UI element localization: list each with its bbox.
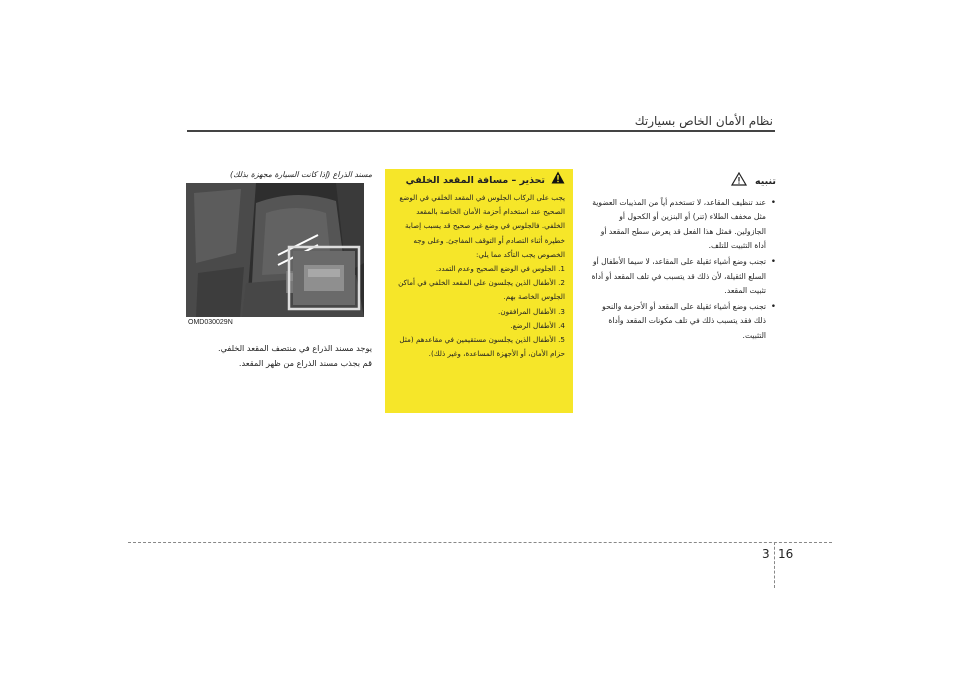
header-rule [187, 130, 775, 132]
notice-item: • تجنب وضع أشياء ثقيلة على المقاعد، لا سيما الأطفال أو السلع الثقيلة، لأن ذلك قد يتسبب في تلف المقعد أو أداة تثبيت المقعد. [590, 255, 776, 299]
warning-list [393, 262, 565, 361]
footer-vertical-divider [774, 542, 775, 588]
photo-description-line: يوجد مسند الذراع في منتصف المقعد الخلفي. [218, 343, 372, 353]
notice-item: • عند تنظيف المقاعد، لا تستخدم أياً من المذيبات العضوية مثل مخفف الطلاء (تنر) أو البنزين أو الكحول أو الجازولين. فمثل هذا الفعل قد يعرض سطح المقعد أو أداة التثبيت للتلف. [590, 196, 776, 254]
notice-title: تنبيه [755, 175, 776, 187]
warning-box [385, 169, 573, 413]
photo-caption: مسند الذراع (إذا كانت السيارة مجهزة بذلك) [230, 170, 372, 179]
warning-item: 1. الجلوس في الوضع الصحيح وعدم التمدد. [435, 264, 565, 274]
warning-intro: يجب على الركاب الجلوس في المقعد الخلفي في الوضع الصحيح عند استخدام أحزمة الأمان الخاصة بالمقعد الخلفي. فالجلوس في وضع غير صحيح قد يسبب إصابة خطيرة أثناء التصادم أو التوقف المفاجئ. وعلى وجه الخصوص يجب التأكد مما يلي: [399, 193, 565, 259]
footer-divider [128, 542, 832, 543]
warning-item: 5. الأطفال الذين يجلسون مستقيمين في مقاعدهم (مثل حزام الأمان، أو الأجهزة المساعدة، وغير ذلك). [399, 335, 565, 359]
notice-section [590, 172, 776, 345]
warning-header [393, 171, 565, 191]
notice-list [590, 196, 776, 344]
notice-item: • تجنب وضع أشياء ثقيلة على المقعد أو الأحزمة والنحو ذلك فقد يتسبب ذلك في تلف مكونات المقعد وأداة التثبيت. [590, 300, 776, 344]
rear-seat-armrest-photo [186, 183, 364, 317]
chapter-number: 3 [762, 547, 770, 561]
caution-triangle-icon [731, 172, 747, 192]
photo-description-line: قم بجذب مسند الذراع من ظهر المقعد. [238, 358, 372, 368]
warning-item: 3. الأطفال المرافقون. [498, 306, 565, 316]
warning-item: 2. الأطفال الذين يجلسون على المقعد الخلفي في أماكن الجلوس الخاصة بهم. [398, 278, 565, 302]
warning-item: 4. الأطفال الرضع. [510, 320, 565, 330]
photo-description [186, 341, 372, 371]
page-header-title: نظام الأمان الخاص بسيارتك [634, 114, 773, 128]
warning-title: تحذير – مسافة المقعد الخلفي [405, 175, 545, 186]
notice-header [590, 172, 776, 192]
page-number: 16 [778, 547, 794, 561]
warning-triangle-icon [551, 171, 565, 191]
photo-code: OMD030029N [188, 319, 233, 326]
